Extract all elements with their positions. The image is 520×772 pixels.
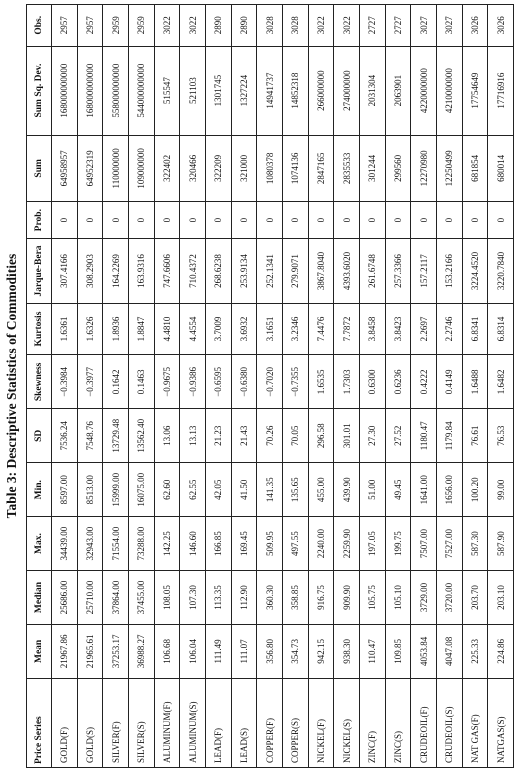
table-cell: 197.05 <box>359 517 385 571</box>
table-cell: 105.10 <box>385 571 411 625</box>
table-cell: 558000000000 <box>103 46 129 135</box>
column-header: Price Series <box>27 678 52 767</box>
table-cell: 16075.00 <box>128 463 154 517</box>
table-cell: 21967.86 <box>52 624 78 678</box>
table-cell: 439.90 <box>334 463 360 517</box>
table-cell: 70.05 <box>282 409 308 463</box>
table-cell: 2727 <box>359 5 385 47</box>
table-cell: 70.26 <box>257 409 283 463</box>
table-cell: 36988.27 <box>128 624 154 678</box>
table-cell: 710.4372 <box>180 239 206 303</box>
table-cell: 64958957 <box>52 135 78 201</box>
table-cell: 27.30 <box>359 409 385 463</box>
price-series-cell: SILVER(F) <box>103 678 129 767</box>
table-cell: 0 <box>308 202 334 239</box>
table-cell: 2259.90 <box>334 517 360 571</box>
table-cell: 3720.00 <box>436 571 462 625</box>
table-cell: 1656.00 <box>436 463 462 517</box>
table-cell: 0.1642 <box>103 355 129 409</box>
table-cell: 0 <box>52 202 78 239</box>
table-cell: 168000000000 <box>77 46 103 135</box>
table-row <box>359 5 385 768</box>
table-cell: 544000000000 <box>128 46 154 135</box>
table-cell: 3027 <box>436 5 462 47</box>
table-body <box>52 5 514 768</box>
table-cell: −0.7020 <box>257 355 283 409</box>
table-cell: 455.00 <box>308 463 334 517</box>
table-cell: 1.8847 <box>128 303 154 355</box>
table-cell: −0.9386 <box>180 355 206 409</box>
table-cell: 354.73 <box>282 624 308 678</box>
column-header: Min. <box>27 463 52 517</box>
table-cell: 2031304 <box>359 46 385 135</box>
table-cell: 71554.00 <box>103 517 129 571</box>
table-cell: 0.1463 <box>128 355 154 409</box>
table-cell: 4.4554 <box>180 303 206 355</box>
table-cell: 4220000000 <box>411 46 437 135</box>
table-cell: 1327224 <box>231 46 257 135</box>
table-cell: 17716916 <box>488 46 514 135</box>
table-cell: 17754649 <box>462 46 488 135</box>
table-cell: 146.60 <box>180 517 206 571</box>
table-cell: 3022 <box>308 5 334 47</box>
table-cell: 2957 <box>52 5 78 47</box>
table-cell: 12270980 <box>411 135 437 201</box>
table-cell: 2727 <box>385 5 411 47</box>
table-cell: 4053.84 <box>411 624 437 678</box>
table-cell: 0 <box>103 202 129 239</box>
table-cell: −0.6380 <box>231 355 257 409</box>
price-series-cell: CRUDEOIL(F) <box>411 678 437 767</box>
table-cell: 106.04 <box>180 624 206 678</box>
price-series-cell: LEAD(S) <box>231 678 257 767</box>
table-cell: 64952319 <box>77 135 103 201</box>
table-cell: 253.9134 <box>231 239 257 303</box>
column-header: Median <box>27 571 52 625</box>
table-cell: 0 <box>231 202 257 239</box>
table-cell: 166.85 <box>205 517 231 571</box>
table-cell: 358.85 <box>282 571 308 625</box>
table-cell: 587.90 <box>488 517 514 571</box>
table-row <box>385 5 411 768</box>
table-cell: 7507.00 <box>411 517 437 571</box>
table-cell: 360.30 <box>257 571 283 625</box>
table-cell: 2957 <box>77 5 103 47</box>
table-cell: 62.60 <box>154 463 180 517</box>
table-cell: 0 <box>257 202 283 239</box>
table-row <box>257 5 283 768</box>
table-cell: 3729.00 <box>411 571 437 625</box>
table-cell: 0.4149 <box>436 355 462 409</box>
price-series-cell: SILVER(S) <box>128 678 154 767</box>
table-cell: 7.4476 <box>308 303 334 355</box>
table-cell: 3022 <box>180 5 206 47</box>
table-cell: 3867.8040 <box>308 239 334 303</box>
table-cell: 2959 <box>103 5 129 47</box>
column-header: Obs. <box>27 5 52 47</box>
table-cell: 15999.00 <box>103 463 129 517</box>
table-cell: 1179.84 <box>436 409 462 463</box>
table-cell: 0 <box>436 202 462 239</box>
table-cell: 274000000 <box>334 46 360 135</box>
table-row <box>231 5 257 768</box>
table-cell: 99.00 <box>488 463 514 517</box>
table-cell: 37253.17 <box>103 624 129 678</box>
table-cell: 111.07 <box>231 624 257 678</box>
table-cell: −0.3977 <box>77 355 103 409</box>
table-cell: 8513.00 <box>77 463 103 517</box>
table-cell: 0 <box>205 202 231 239</box>
table-cell: 4047.08 <box>436 624 462 678</box>
price-series-cell: NICKEL(F) <box>308 678 334 767</box>
table-row <box>334 5 360 768</box>
table-cell: 0 <box>411 202 437 239</box>
table-cell: 1.6482 <box>488 355 514 409</box>
table-cell: 321000 <box>231 135 257 201</box>
table-cell: 301.01 <box>334 409 360 463</box>
table-cell: 587.30 <box>462 517 488 571</box>
table-cell: 51.00 <box>359 463 385 517</box>
table-cell: 2835533 <box>334 135 360 201</box>
table-cell: 909.90 <box>334 571 360 625</box>
table-cell: 109000000 <box>128 135 154 201</box>
table-cell: 261.6748 <box>359 239 385 303</box>
table-cell: 3224.4520 <box>462 239 488 303</box>
table-cell: 8597.00 <box>52 463 78 517</box>
table-cell: 3.7009 <box>205 303 231 355</box>
table-cell: 521103 <box>180 46 206 135</box>
table-cell: 0 <box>359 202 385 239</box>
table-cell: 105.75 <box>359 571 385 625</box>
table-cell: 1641.00 <box>411 463 437 517</box>
table-cell: −0.7355 <box>282 355 308 409</box>
price-series-cell: CRUDEOIL(S) <box>436 678 462 767</box>
table-cell: 203.10 <box>488 571 514 625</box>
table-caption: Table 3: Descriptive Statistics of Commodities <box>4 253 19 519</box>
price-series-cell: ZINC(S) <box>385 678 411 767</box>
table-cell: 680014 <box>488 135 514 201</box>
table-cell: 32943.00 <box>77 517 103 571</box>
table-cell: 2063901 <box>385 46 411 135</box>
table-cell: 356.80 <box>257 624 283 678</box>
table-cell: −0.9675 <box>154 355 180 409</box>
table-cell: 109.85 <box>385 624 411 678</box>
table-row <box>488 5 514 768</box>
table-row <box>411 5 437 768</box>
price-series-cell: ZINC(F) <box>359 678 385 767</box>
table-cell: 107.30 <box>180 571 206 625</box>
column-header: Kurtosis <box>27 303 52 355</box>
table-cell: 7527.00 <box>436 517 462 571</box>
table-cell: 13.13 <box>180 409 206 463</box>
table-row <box>180 5 206 768</box>
table-cell: 1.8936 <box>103 303 129 355</box>
table-cell: 3027 <box>411 5 437 47</box>
table-cell: 279.9071 <box>282 239 308 303</box>
table-cell: 163.9316 <box>128 239 154 303</box>
table-cell: 37864.00 <box>103 571 129 625</box>
table-cell: 0 <box>154 202 180 239</box>
table-row <box>436 5 462 768</box>
table-cell: 0 <box>385 202 411 239</box>
table-cell: 3.8423 <box>385 303 411 355</box>
table-cell: 49.45 <box>385 463 411 517</box>
table-cell: 2890 <box>231 5 257 47</box>
table-cell: 164.2269 <box>103 239 129 303</box>
table-cell: 135.65 <box>282 463 308 517</box>
table-cell: 497.55 <box>282 517 308 571</box>
table-cell: 7548.76 <box>77 409 103 463</box>
table-cell: 322402 <box>154 135 180 201</box>
table-cell: 2240.00 <box>308 517 334 571</box>
table-cell: 307.4166 <box>52 239 78 303</box>
table-cell: 0 <box>180 202 206 239</box>
table-cell: 296.58 <box>308 409 334 463</box>
table-cell: 21965.61 <box>77 624 103 678</box>
table-cell: 2890 <box>205 5 231 47</box>
price-series-cell: LEAD(F) <box>205 678 231 767</box>
price-series-cell: NATGAS(S) <box>488 678 514 767</box>
table-cell: 13.06 <box>154 409 180 463</box>
table-cell: 25710.00 <box>77 571 103 625</box>
table-cell: 3028 <box>257 5 283 47</box>
table-cell: 322209 <box>205 135 231 201</box>
table-cell: 225.33 <box>462 624 488 678</box>
table-cell: 6.8341 <box>462 303 488 355</box>
table-cell: 2847165 <box>308 135 334 201</box>
table-cell: 153.2166 <box>436 239 462 303</box>
table-cell: 3026 <box>488 5 514 47</box>
table-row <box>52 5 78 768</box>
header-row <box>27 5 52 768</box>
table-cell: 681854 <box>462 135 488 201</box>
table-cell: 257.3366 <box>385 239 411 303</box>
table-cell: 1.6361 <box>52 303 78 355</box>
table-cell: 142.25 <box>154 517 180 571</box>
table-cell: 3026 <box>462 5 488 47</box>
table-cell: 2.2697 <box>411 303 437 355</box>
table-cell: 110000000 <box>103 135 129 201</box>
table-cell: 0 <box>488 202 514 239</box>
column-header: Max. <box>27 517 52 571</box>
table-cell: 268.6238 <box>205 239 231 303</box>
table-cell: 0.4222 <box>411 355 437 409</box>
table-cell: 41.50 <box>231 463 257 517</box>
price-series-cell: NICKEL(S) <box>334 678 360 767</box>
column-header: Sum Sq. Dev. <box>27 46 52 135</box>
column-header: Mean <box>27 624 52 678</box>
table-cell: 1180.47 <box>411 409 437 463</box>
table-row <box>77 5 103 768</box>
table-cell: 168000000000 <box>52 46 78 135</box>
table-cell: 76.61 <box>462 409 488 463</box>
table-cell: 14852318 <box>282 46 308 135</box>
price-series-cell: COPPER(S) <box>282 678 308 767</box>
column-header: Jarque-Bera <box>27 239 52 303</box>
table-cell: 301244 <box>359 135 385 201</box>
table-cell: 0 <box>462 202 488 239</box>
table-cell: 3.6932 <box>231 303 257 355</box>
table-cell: 1.7303 <box>334 355 360 409</box>
table-cell: 4210000000 <box>436 46 462 135</box>
table-cell: 2959 <box>128 5 154 47</box>
table-cell: 76.53 <box>488 409 514 463</box>
price-series-cell: ALUMINUM(F) <box>154 678 180 767</box>
table-cell: 157.2117 <box>411 239 437 303</box>
table-cell: 942.15 <box>308 624 334 678</box>
table-cell: 266000000 <box>308 46 334 135</box>
table-cell: 0.6300 <box>359 355 385 409</box>
table-cell: 224.86 <box>488 624 514 678</box>
table-header <box>27 5 52 768</box>
table-cell: 7536.24 <box>52 409 78 463</box>
table-cell: 34439.00 <box>52 517 78 571</box>
table-cell: 169.45 <box>231 517 257 571</box>
table-cell: 3.1651 <box>257 303 283 355</box>
table-cell: 938.30 <box>334 624 360 678</box>
table-cell: 1074136 <box>282 135 308 201</box>
table-cell: 1080378 <box>257 135 283 201</box>
table-cell: 1.6326 <box>77 303 103 355</box>
table-cell: 111.49 <box>205 624 231 678</box>
price-series-cell: COPPER(F) <box>257 678 283 767</box>
column-header: SD <box>27 409 52 463</box>
table-cell: 0 <box>77 202 103 239</box>
table-cell: 3028 <box>282 5 308 47</box>
table-cell: 42.05 <box>205 463 231 517</box>
table-cell: 320466 <box>180 135 206 201</box>
price-series-cell: GOLD(F) <box>52 678 78 767</box>
table-cell: 1.6535 <box>308 355 334 409</box>
table-cell: 0 <box>334 202 360 239</box>
table-cell: 13729.48 <box>103 409 129 463</box>
table-cell: 21.23 <box>205 409 231 463</box>
table-cell: 100.20 <box>462 463 488 517</box>
table-row <box>205 5 231 768</box>
table-cell: 141.35 <box>257 463 283 517</box>
table-cell: 14941737 <box>257 46 283 135</box>
table-cell: 27.52 <box>385 409 411 463</box>
table-cell: −0.6595 <box>205 355 231 409</box>
price-series-cell: ALUMINUM(S) <box>180 678 206 767</box>
table-cell: 747.6606 <box>154 239 180 303</box>
column-header: Sum <box>27 135 52 201</box>
table-cell: 37455.00 <box>128 571 154 625</box>
table-cell: 12250499 <box>436 135 462 201</box>
table-cell: 3.8458 <box>359 303 385 355</box>
table-cell: 3022 <box>154 5 180 47</box>
table-cell: 308.2903 <box>77 239 103 303</box>
table-cell: 1301745 <box>205 46 231 135</box>
price-series-cell: NAT GAS(F) <box>462 678 488 767</box>
table-cell: 3022 <box>334 5 360 47</box>
table-row <box>308 5 334 768</box>
table-cell: 6.8314 <box>488 303 514 355</box>
table-row <box>462 5 488 768</box>
table-cell: 25686.00 <box>52 571 78 625</box>
table-cell: 203.70 <box>462 571 488 625</box>
statistics-table <box>26 4 514 768</box>
table-row <box>128 5 154 768</box>
table-cell: 3220.7840 <box>488 239 514 303</box>
table-cell: 110.47 <box>359 624 385 678</box>
table-cell: 916.75 <box>308 571 334 625</box>
table-cell: 1.6488 <box>462 355 488 409</box>
table-cell: 515547 <box>154 46 180 135</box>
table-row <box>282 5 308 768</box>
table-cell: 0.6236 <box>385 355 411 409</box>
table-cell: 112.90 <box>231 571 257 625</box>
table-cell: 108.05 <box>154 571 180 625</box>
table-cell: 73288.00 <box>128 517 154 571</box>
column-header: Skewness <box>27 355 52 409</box>
table-cell: 4.4810 <box>154 303 180 355</box>
table-cell: 7.7872 <box>334 303 360 355</box>
table-cell: 0 <box>128 202 154 239</box>
table-cell: 106.68 <box>154 624 180 678</box>
table-cell: 21.43 <box>231 409 257 463</box>
price-series-cell: GOLD(S) <box>77 678 103 767</box>
table-cell: −0.3984 <box>52 355 78 409</box>
table-cell: 199.75 <box>385 517 411 571</box>
table-cell: 62.55 <box>180 463 206 517</box>
table-cell: 13562.40 <box>128 409 154 463</box>
table-cell: 3.2346 <box>282 303 308 355</box>
table-row <box>154 5 180 768</box>
table-cell: 2.2746 <box>436 303 462 355</box>
table-cell: 4393.6020 <box>334 239 360 303</box>
column-header: Prob. <box>27 202 52 239</box>
table-cell: 0 <box>282 202 308 239</box>
table-cell: 252.1341 <box>257 239 283 303</box>
table-row <box>103 5 129 768</box>
table-cell: 509.95 <box>257 517 283 571</box>
table-cell: 299560 <box>385 135 411 201</box>
table-cell: 113.35 <box>205 571 231 625</box>
